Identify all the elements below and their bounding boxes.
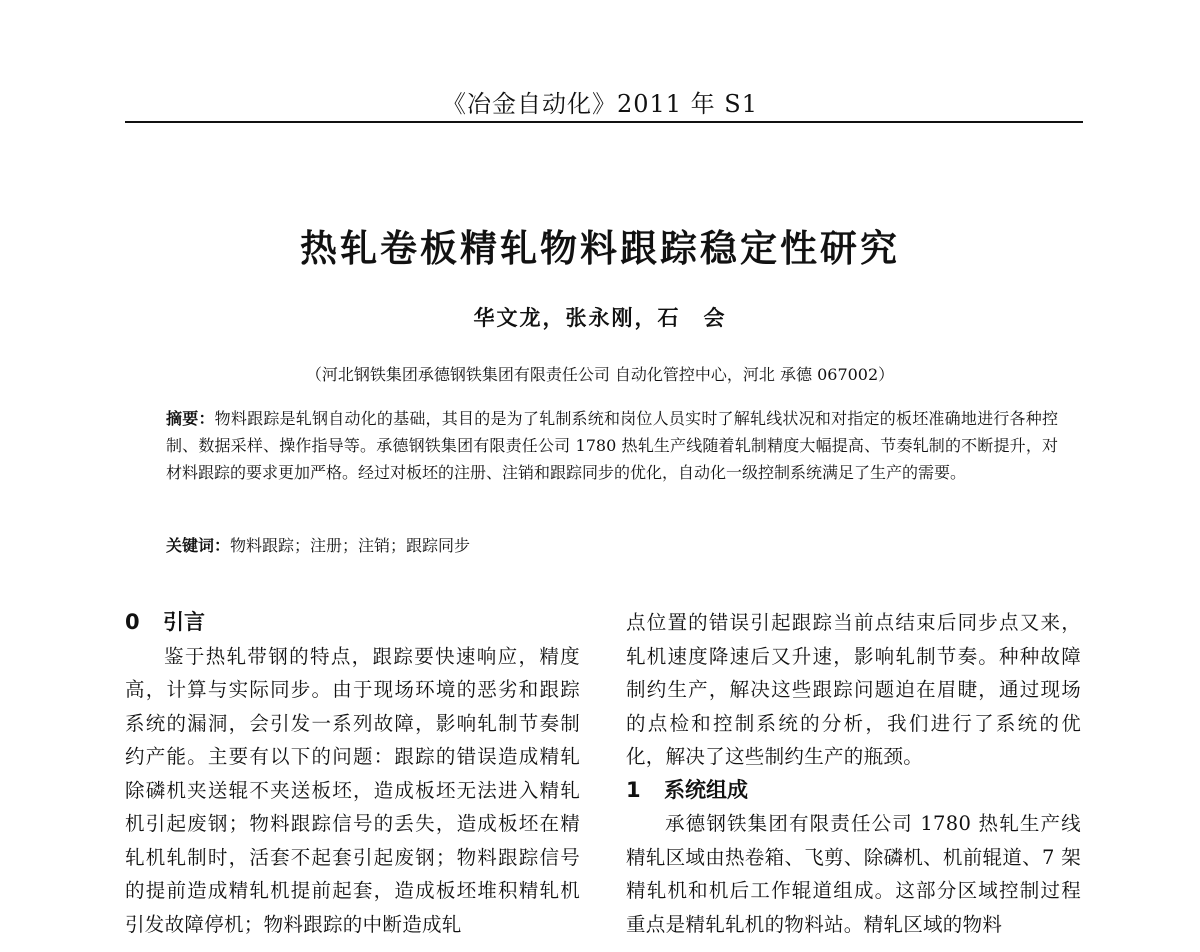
right-column (626, 606, 1081, 941)
section-number: 1 (626, 777, 641, 802)
introduction-paragraph: 鉴于热轧带钢的特点，跟踪要快速响应，精度高，计算与实际同步。由于现场环境的恶劣和跟踪系统的漏洞，会引发一系列故障，影响轧制节奏制约产能。主要有以下的问题：跟踪的错误造成精轧除磷机夹送辊不夹送板坯，造成板坯无法进入精轧机引起废钢；物料跟踪信号的丢失，造成板坯在精轧机轧制时，活套不起套引起废钢；物料跟踪信号的提前造成精轧机提前起套，造成板坯堆积精轧机引发故障停机；物料跟踪的中断造成轧 (125, 644, 580, 936)
system-paragraph: 承德钢铁集团有限责任公司 1780 热轧生产线精轧区域由热卷箱、飞剪、除磷机、机前辊道、7 架精轧机和机后工作辊道组成。这部分区域控制过程重点是精轧轧机的物料站。精轧区域的物料 (626, 812, 1081, 936)
keywords-text: 物料跟踪；注册；注销；跟踪同步 (230, 536, 471, 555)
abstract-text: 物料跟踪是轧钢自动化的基础，其目的是为了轧制系统和岗位人员实时了解轧线状况和对指定的板坯准确地进行各种控制、数据采样、操作指导等。承德钢铁集团有限责任公司 1780 热轧生产线随着轧制精度大幅提高、节奏轧制的不断提升，对材料跟踪的要求更加严格。经过对板坯的注册、注销和跟踪同步的优化，自动化一级控制系统满足了生产的需要。 (166, 409, 1058, 482)
abstract (166, 405, 1058, 486)
abstract-label: 摘要： (166, 409, 215, 428)
authors: 华文龙，张永刚，石 会 (473, 305, 727, 330)
section-title: 引言 (163, 610, 205, 634)
section-heading-introduction (125, 606, 580, 640)
paper-title: 热轧卷板精轧物料跟踪稳定性研究 (300, 227, 900, 270)
keywords (166, 532, 1058, 559)
section-title: 系统组成 (664, 777, 748, 802)
left-column (125, 606, 580, 941)
affiliation: （河北钢铁集团承德钢铁集团有限责任公司 自动化管控中心，河北 承德 067002） (305, 365, 895, 384)
section-heading-system (626, 774, 1081, 808)
journal-header: 《冶金自动化》2011 年 S1 (441, 90, 759, 118)
section-number: 0 (125, 610, 140, 634)
header-rule (125, 121, 1083, 123)
keywords-label: 关键词： (166, 536, 231, 555)
introduction-paragraph-continued: 点位置的错误引起跟踪当前点结束后同步点又来，轧机速度降速后又升速，影响轧制节奏。种种故障制约生产，解决这些跟踪问题迫在眉睫，通过现场的点检和控制系统的分析，我们进行了系统的优化，解决了这些制约生产的瓶颈。 (626, 611, 1081, 768)
